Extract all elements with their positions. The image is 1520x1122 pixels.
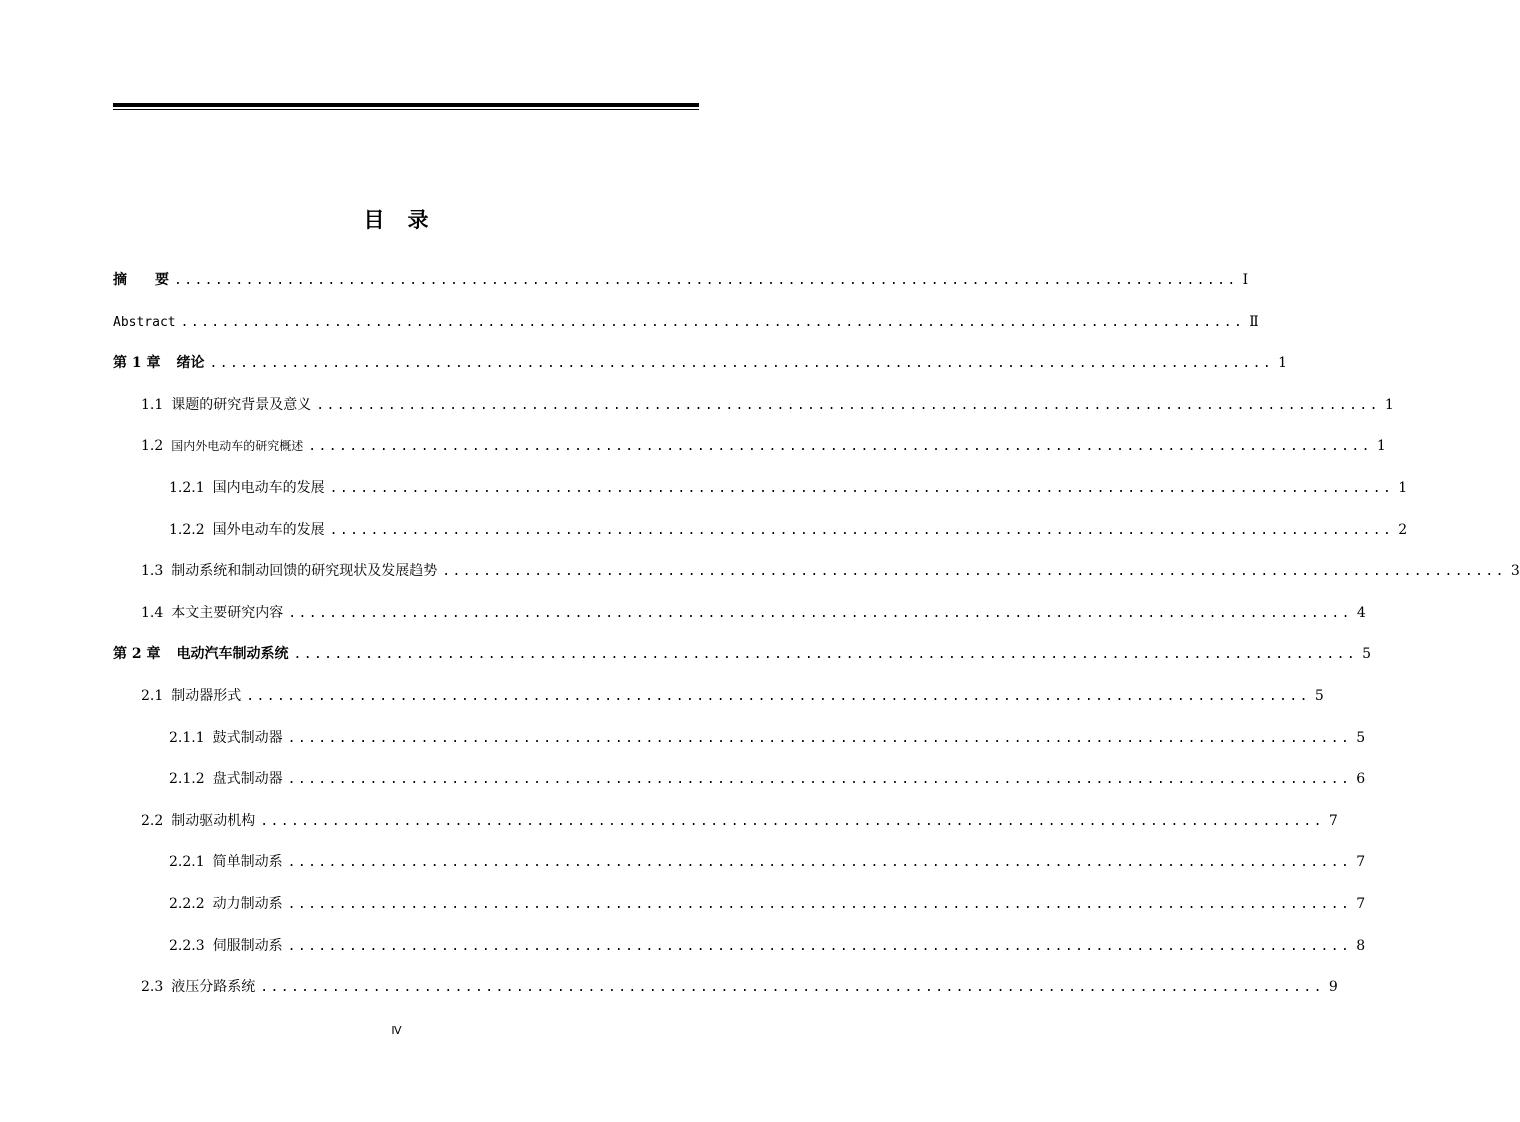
toc-entry-number: 1.2.1 (169, 480, 205, 496)
toc-entry-number: 2.1 (141, 688, 164, 704)
toc-entry-number: 2.1.2 (169, 771, 205, 787)
toc-entry-label: 液压分路系统 (171, 979, 256, 995)
toc-leader-dots: ........................................................................................................ (180, 315, 1245, 330)
toc-entry-label: 鼓式制动器 (212, 730, 283, 746)
toc-entry-label: 制动系统和制动回馈的研究现状及发展趋势 (171, 563, 438, 579)
toc-leader-dots: ........................................................................................................ (287, 772, 1352, 787)
toc-entry-page: 3 (1510, 563, 1520, 579)
toc-entry-page: 7 (1328, 813, 1338, 829)
toc-entry-2-2-2[interactable] (169, 893, 1366, 915)
toc-entry-2-2-3[interactable] (169, 935, 1366, 957)
toc-entry-page: 5 (1356, 730, 1366, 746)
toc-entry-label: 国内外电动车的研究概述 (171, 439, 304, 453)
toc-entry-label: 电动汽车制动系统 (176, 646, 289, 662)
toc-entry-page: 1 (1376, 438, 1386, 454)
toc-leader-dots: ........................................................................................................ (287, 855, 1352, 870)
toc-entry-chapter-1[interactable] (113, 352, 1287, 374)
toc-entry-1-4[interactable] (141, 602, 1366, 624)
toc-entry-page: 1 (1384, 397, 1394, 413)
toc-leader-dots: ........................................................................................................ (442, 564, 1506, 579)
toc-entry-label: 制动器形式 (171, 688, 242, 704)
toc-entry-page: 8 (1356, 938, 1366, 954)
toc-entry-number: 第 2 章 (113, 646, 161, 662)
toc-leader-dots: ........................................................................................................ (246, 689, 1310, 704)
toc-leader-dots: ........................................................................................................ (287, 731, 1352, 746)
toc-leader-dots: ........................................................................................................ (329, 523, 1394, 538)
toc-entry-1-3[interactable] (141, 560, 1520, 582)
toc-entry-label: 摘 要 (113, 272, 169, 288)
toc-leader-dots: ........................................................................................................ (288, 606, 1352, 621)
toc-entry-label: 课题的研究背景及意义 (171, 397, 312, 413)
toc-entry-chapter-2[interactable] (113, 643, 1371, 665)
toc-entry-label: 伺服制动系 (212, 938, 283, 954)
toc-entry-label: 国内电动车的发展 (212, 480, 325, 496)
toc-leader-dots: ........................................................................................................ (329, 481, 1394, 496)
toc-leader-dots: ........................................................................................................ (260, 814, 1324, 829)
page-number: Ⅳ (391, 1024, 402, 1037)
toc-entry-page: 1 (1278, 355, 1287, 371)
toc-entry-page: Ⅰ (1242, 272, 1249, 288)
toc-entry-page: 7 (1356, 896, 1366, 912)
toc-entry-number: 2.3 (141, 979, 164, 995)
toc-entry-page: 6 (1356, 771, 1366, 787)
toc-leader-dots: ........................................................................................................ (174, 273, 1238, 288)
toc-entry-page: Ⅱ (1249, 314, 1259, 330)
toc-entry-page: 7 (1356, 854, 1366, 870)
toc-entry-number: 1.3 (141, 563, 164, 579)
toc-leader-dots: ........................................................................................................ (316, 398, 1380, 413)
toc-entry-number: 2.1.1 (169, 730, 205, 746)
toc-entry-2-1-1[interactable] (169, 727, 1366, 749)
toc-leader-dots: ........................................................................................................ (260, 980, 1324, 995)
toc-entry-page: 9 (1328, 979, 1338, 995)
toc-leader-dots: ........................................................................................................ (287, 897, 1352, 912)
toc-entry-1-2-1[interactable] (169, 477, 1408, 499)
toc-entry-2-2[interactable] (141, 810, 1338, 832)
toc-entry-label: 制动驱动机构 (171, 813, 256, 829)
toc-entry-1-2[interactable] (141, 435, 1386, 457)
toc-entry-2-1-2[interactable] (169, 768, 1366, 790)
toc-entry-2-1[interactable] (141, 685, 1324, 707)
toc-entry-number: 2.2.3 (169, 938, 205, 954)
toc-leader-dots: ........................................................................................................ (287, 939, 1352, 954)
toc-entry-abstract-cn[interactable] (113, 269, 1249, 291)
toc-leader-dots: ........................................................................................................ (308, 439, 1372, 454)
toc-leader-dots: ........................................................................................................ (209, 356, 1274, 371)
toc-entry-page: 5 (1362, 646, 1371, 662)
toc-title: 目 录 (363, 208, 430, 232)
toc-entry-1-2-2[interactable] (169, 519, 1408, 541)
toc-entry-label: 盘式制动器 (212, 771, 283, 787)
toc-entry-label: 国外电动车的发展 (212, 522, 325, 538)
toc-entry-number: 1.1 (141, 397, 164, 413)
toc-entry-number: 2.2.2 (169, 896, 205, 912)
toc-entry-label: 简单制动系 (212, 854, 283, 870)
toc-entry-label: 绪论 (176, 355, 205, 371)
toc-entry-abstract-en[interactable] (113, 311, 1259, 333)
toc-entry-label: 本文主要研究内容 (171, 605, 284, 621)
toc-entry-page: 2 (1398, 522, 1408, 538)
toc-entry-number: 第 1 章 (113, 355, 161, 371)
toc-entry-number: 1.2 (141, 438, 164, 454)
toc-entry-label: Abstract (113, 315, 176, 330)
toc-entry-page: 4 (1356, 605, 1366, 621)
toc-leader-dots: ........................................................................................................ (293, 647, 1358, 662)
toc-entry-label: 动力制动系 (212, 896, 283, 912)
toc-entry-page: 5 (1314, 688, 1324, 704)
toc-entry-2-2-1[interactable] (169, 851, 1366, 873)
toc-entry-number: 2.2.1 (169, 854, 205, 870)
toc-entry-number: 1.2.2 (169, 522, 205, 538)
toc-entry-2-3[interactable] (141, 976, 1338, 998)
toc-entry-number: 1.4 (141, 605, 164, 621)
toc-entry-1-1[interactable] (141, 394, 1394, 416)
toc-entry-page: 1 (1398, 480, 1408, 496)
toc-entry-number: 2.2 (141, 813, 164, 829)
